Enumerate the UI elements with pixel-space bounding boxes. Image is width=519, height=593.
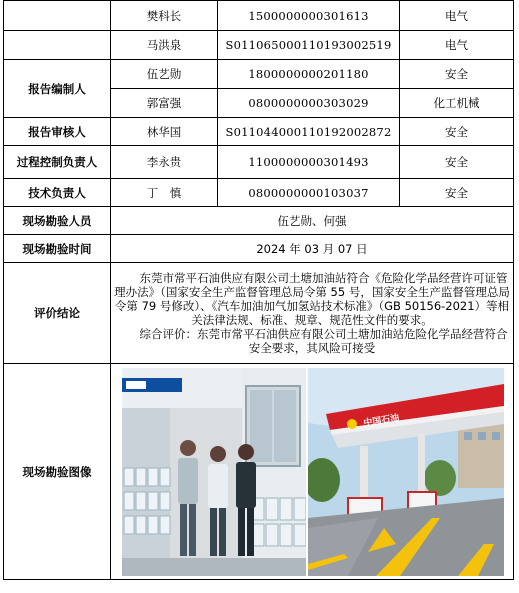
certificate-number: 1100000000301493 bbox=[218, 146, 400, 179]
certificate-number: S011044000110192002872 bbox=[218, 118, 400, 146]
person-name: 林华国 bbox=[111, 118, 218, 146]
table-row bbox=[4, 31, 514, 60]
empty-label-cell bbox=[4, 31, 111, 60]
person-name: 郭富强 bbox=[111, 89, 218, 118]
certificate-number: 1800000000201180 bbox=[218, 60, 400, 89]
table-row bbox=[4, 60, 514, 89]
person-name: 丁 慎 bbox=[111, 179, 218, 207]
specialty-field: 电气 bbox=[400, 31, 514, 60]
technical-lead-label: 技术负责人 bbox=[4, 179, 111, 207]
specialty-field: 安全 bbox=[400, 179, 514, 207]
inspection-time-value: 2024 年 03 月 07 日 bbox=[111, 235, 514, 263]
table-row bbox=[4, 207, 514, 235]
team-photo bbox=[122, 368, 306, 576]
images-label: 现场勘验图像 bbox=[4, 364, 111, 580]
process-control-label: 过程控制负责人 bbox=[4, 146, 111, 179]
specialty-field: 安全 bbox=[400, 146, 514, 179]
person-name: 樊科长 bbox=[111, 1, 218, 31]
station-photo bbox=[308, 368, 504, 576]
table-row bbox=[4, 364, 514, 580]
conclusion-text bbox=[111, 263, 514, 364]
inspection-time-label: 现场勘验时间 bbox=[4, 235, 111, 263]
certificate-number: 0800000000303029 bbox=[218, 89, 400, 118]
inspectors-label: 现场勘验人员 bbox=[4, 207, 111, 235]
reviewer-label: 报告审核人 bbox=[4, 118, 111, 146]
conclusion-paragraph: 东莞市常平石油供应有限公司土塘加油站符合《危险化学品经营许可证管理办法》（国家安全生产监督管理总局令第 55 号，国家安全生产监督管理总局令第 79 号修改）、《汽车加油加气加氢站技术标准》（GB 50156-2021）等相关法律法规、标准、规章、规范性文件的要求。 bbox=[114, 271, 510, 327]
person-name: 马洪泉 bbox=[111, 31, 218, 60]
specialty-field: 电气 bbox=[400, 1, 514, 31]
table-row bbox=[4, 1, 514, 31]
report-table bbox=[3, 0, 514, 580]
site-images bbox=[111, 364, 514, 580]
table-row bbox=[4, 146, 514, 179]
table-row bbox=[4, 235, 514, 263]
table-row bbox=[4, 263, 514, 364]
compiler-label: 报告编制人 bbox=[4, 60, 111, 118]
person-name: 李永贵 bbox=[111, 146, 218, 179]
specialty-field: 安全 bbox=[400, 118, 514, 146]
certificate-number: 0800000000103037 bbox=[218, 179, 400, 207]
certificate-number: 1500000000301613 bbox=[218, 1, 400, 31]
table-row bbox=[4, 118, 514, 146]
certificate-number: S011065000110193002519 bbox=[218, 31, 400, 60]
station-sign-text: 中国石油 bbox=[362, 412, 400, 429]
specialty-field: 安全 bbox=[400, 60, 514, 89]
specialty-field: 化工机械 bbox=[400, 89, 514, 118]
conclusion-label: 评价结论 bbox=[4, 263, 111, 364]
table-row bbox=[4, 179, 514, 207]
conclusion-summary: 综合评价：东莞市常平石油供应有限公司土塘加油站危险化学品经营符合安全要求，其风险可接受 bbox=[139, 327, 508, 355]
inspectors-value: 伍艺勋、何强 bbox=[111, 207, 514, 235]
empty-label-cell bbox=[4, 1, 111, 31]
person-name: 伍艺勋 bbox=[111, 60, 218, 89]
